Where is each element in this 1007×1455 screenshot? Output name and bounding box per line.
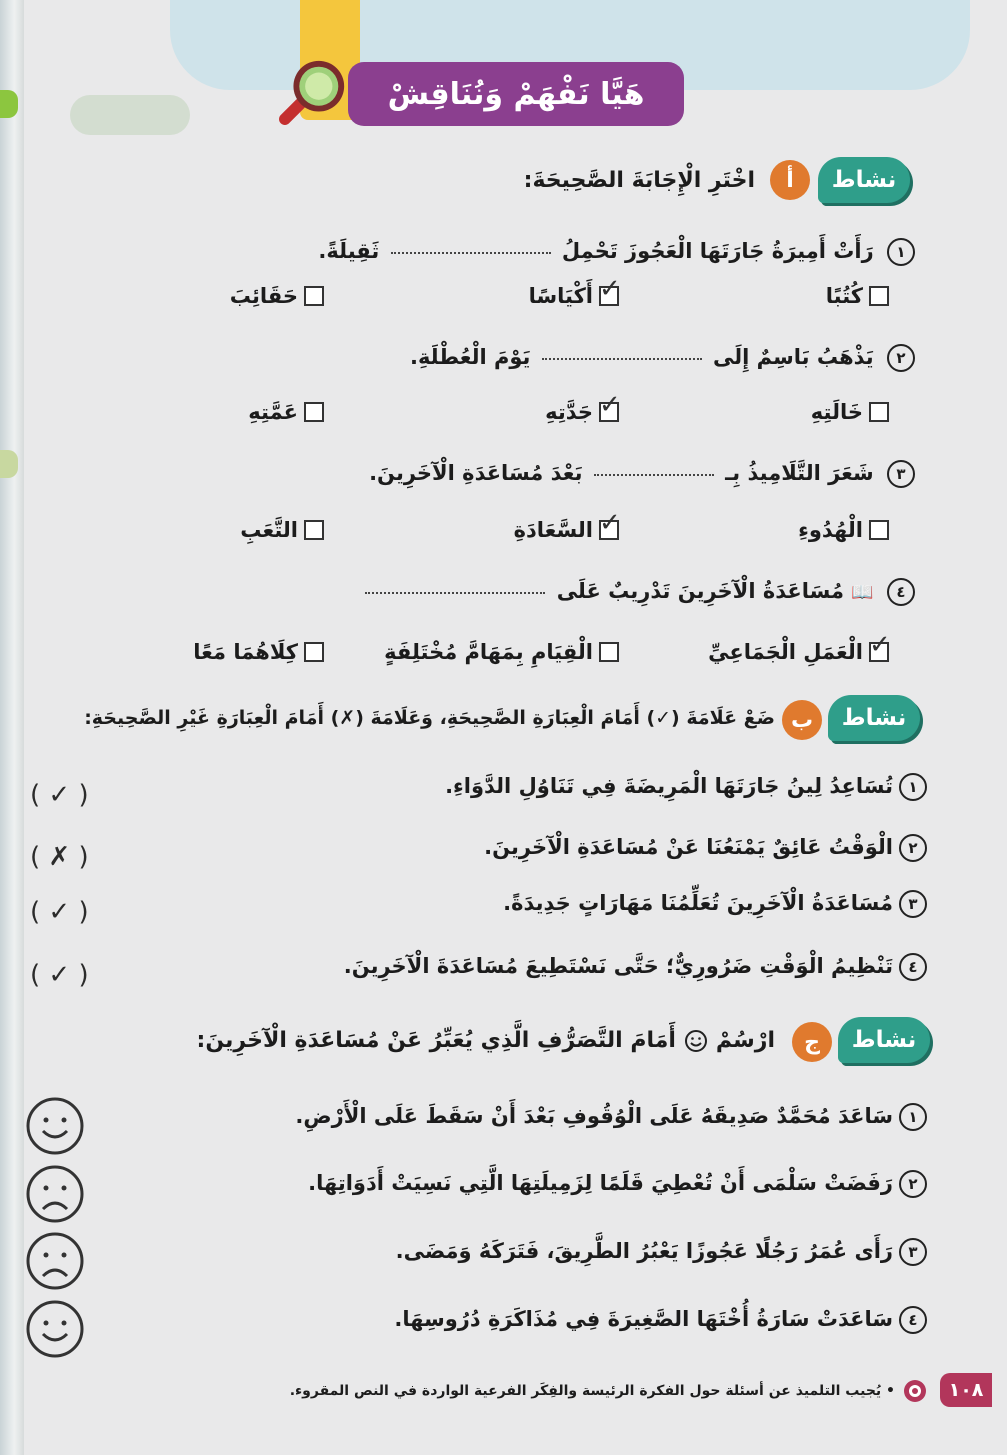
option-q4-1[interactable]: ✓ الْعَمَلِ الْجَمَاعِيِّ (708, 630, 891, 664)
question-text: يَذْهَبُ بَاسِمٌ إِلَى (713, 345, 874, 369)
checkbox[interactable] (869, 286, 889, 306)
answer-mark[interactable]: ( ✗ ) (30, 842, 89, 872)
question-3 (295, 460, 915, 488)
statement-b-1 (407, 773, 927, 801)
activity-c-letter: ج (792, 1022, 832, 1062)
question-text-end: يَوْمَ الْعُطْلَةِ. (409, 345, 531, 369)
statement-text: رَأَى عُمَرُ رَجُلًا عَجُوزًا يَعْبُرُ الطَّرِيقَ، فَتَرَكَهُ وَمَضَى. (395, 1239, 893, 1263)
statement-c-4 (287, 1306, 927, 1334)
statement-c-3 (287, 1238, 927, 1266)
statement-text: الْوَقْتُ عَائِقٌ يَمْنَعُنَا عَنْ مُسَاعَدَةِ الْآخَرِينَ. (484, 835, 893, 859)
option-q2-1[interactable]: خَالَتِهِ (811, 400, 889, 424)
checkbox[interactable] (304, 642, 324, 662)
statement-text: رَفَضَتْ سَلْمَى أَنْ تُعْطِيَ قَلَمًا لِزَمِيلَتِهَا الَّتِي نَسِيَتْ أَدَوَاتِهَا. (308, 1171, 893, 1195)
statement-text: تُسَاعِدُ لِينُ جَارَتَهَا الْمَرِيضَةَ فِي تَنَاوُلِ الدَّوَاءِ. (445, 774, 893, 798)
sad-face-icon[interactable] (24, 1163, 86, 1225)
happy-face-icon[interactable] (24, 1298, 86, 1360)
statement-number: ٣ (899, 890, 927, 918)
option-q3-3[interactable]: التَّعَبِ (240, 518, 324, 542)
question-text-end: ثَقِيلَةً. (318, 239, 380, 263)
question-number: ١ (887, 238, 915, 266)
activity-a-badge: نشاط (818, 157, 910, 203)
page-title: هَيَّا نَفْهَمْ وَنُنَاقِشْ (348, 62, 684, 126)
question-2 (295, 344, 915, 372)
question-number: ٣ (887, 460, 915, 488)
happy-face-icon[interactable] (24, 1095, 86, 1157)
activity-c-badge: نشاط (838, 1017, 930, 1063)
option-q3-2[interactable]: ✓ السَّعَادَةِ (513, 508, 621, 542)
checkbox[interactable] (869, 520, 889, 540)
answer-blank[interactable] (594, 473, 714, 476)
instruction-text: أَمَامَ التَّصَرُّفِ الَّذِي يُعَبِّرُ عَنْ مُسَاعَدَةِ الْآخَرِينَ: (196, 1028, 676, 1053)
question-1 (295, 238, 915, 266)
activity-b-instruction: ضَعْ عَلَامَةَ (✓) أَمَامَ الْعِبَارَةِ الصَّحِيحَةِ، وَعَلَامَةَ (✗) أَمَامَ الْعِبَارَةِ غَيْرِ الصَّحِيحَةِ: (84, 707, 775, 729)
activity-a-letter: أ (770, 160, 810, 200)
option-q1-1[interactable]: كُتُبًا (826, 284, 889, 308)
page-number: ١٠٨ (940, 1373, 992, 1407)
checkbox[interactable] (304, 286, 324, 306)
statement-b-3 (407, 890, 927, 918)
question-text: مُسَاعَدَةُ الْآخَرِينَ تَدْرِيبٌ عَلَى (556, 579, 844, 603)
show-through-decoration (70, 95, 190, 135)
edge-tab (0, 90, 18, 118)
answer-mark[interactable]: ( ✓ ) (30, 960, 89, 990)
option-q2-3[interactable]: عَمَّتِهِ (248, 400, 324, 424)
question-4 (295, 578, 915, 606)
checkbox[interactable] (304, 520, 324, 540)
answer-blank[interactable] (365, 591, 545, 594)
statement-c-2 (287, 1170, 927, 1198)
statement-b-2 (407, 834, 927, 862)
option-q3-1[interactable]: الْهُدُوءِ (798, 518, 889, 542)
statement-number: ٤ (899, 1306, 927, 1334)
option-q1-3[interactable]: حَقَائِبَ (230, 284, 324, 308)
neighbour-page-edge (0, 0, 24, 1455)
question-number: ٢ (887, 344, 915, 372)
answer-blank[interactable] (542, 357, 702, 360)
question-number: ٤ (887, 578, 915, 606)
learning-objective: • يُجيب التلميذ عن أسئلة حول الفكرة الرئيسة والفِكَر الفرعية الواردة في النص المقروء. (289, 1383, 895, 1399)
statement-number: ٤ (899, 953, 927, 981)
edge-tab (0, 450, 18, 478)
check-mark-icon: ✓ (869, 630, 891, 660)
checkbox-checked[interactable] (869, 630, 891, 662)
statement-text: سَاعَدَ مُحَمَّدٌ صَدِيقَهُ عَلَى الْوُقُوفِ بَعْدَ أَنْ سَقَطَ عَلَى الْأَرْضِ. (295, 1104, 893, 1128)
check-mark-icon: ✓ (599, 508, 621, 538)
instruction-text: ارْسُمْ (715, 1028, 775, 1053)
smiley-icon (684, 1029, 708, 1053)
sad-face-icon[interactable] (24, 1230, 86, 1292)
option-q2-2[interactable]: ✓ جَدَّتِهِ (545, 390, 621, 424)
check-mark-icon: ✓ (599, 390, 621, 420)
statement-number: ١ (899, 1103, 927, 1131)
activity-b-badge: نشاط (828, 695, 920, 741)
statement-c-1 (287, 1103, 927, 1131)
book-icon: 📖 (851, 582, 874, 603)
target-icon (902, 1378, 928, 1404)
checkbox-checked[interactable] (599, 390, 621, 422)
statement-text: تَنْظِيمُ الْوَقْتِ ضَرُورِيٌّ؛ حَتَّى نَسْتَطِيعَ مُسَاعَدَةَ الْآخَرِينَ. (343, 954, 893, 978)
statement-number: ٢ (899, 1170, 927, 1198)
statement-number: ٣ (899, 1238, 927, 1266)
checkbox-checked[interactable] (599, 508, 621, 540)
question-text-end: بَعْدَ مُسَاعَدَةِ الْآخَرِينَ. (369, 461, 583, 485)
statement-number: ١ (899, 773, 927, 801)
activity-c-instruction (175, 1028, 775, 1053)
option-q4-2[interactable]: الْقِيَامِ بِمَهَامَّ مُخْتَلِفَةٍ (384, 640, 619, 664)
statement-text: مُسَاعَدَةُ الْآخَرِينَ تُعَلِّمُنَا مَهَارَاتٍ جَدِيدَةً. (503, 891, 893, 915)
statement-number: ٢ (899, 834, 927, 862)
option-q4-3[interactable]: كِلَاهُمَا مَعًا (193, 640, 324, 664)
check-mark-icon: ✓ (599, 274, 621, 304)
option-q1-2[interactable]: ✓ أَكْيَاسًا (528, 274, 621, 308)
question-text: شَعَرَ التَّلَامِيذُ بِـ (725, 461, 874, 485)
answer-mark[interactable]: ( ✓ ) (30, 897, 89, 927)
answer-mark[interactable]: ( ✓ ) (30, 780, 89, 810)
question-text: رَأَتْ أَمِيرَةُ جَارَتَهَا الْعَجُوزَ تَحْمِلُ (561, 239, 874, 263)
activity-b-letter: ب (782, 700, 822, 740)
activity-a-instruction: اخْتَرِ الْإِجَابَةَ الصَّحِيحَةَ: (523, 168, 755, 193)
statement-b-4 (307, 953, 927, 981)
magnifier-icon (272, 55, 350, 133)
answer-blank[interactable] (391, 251, 551, 254)
checkbox[interactable] (304, 402, 324, 422)
checkbox[interactable] (869, 402, 889, 422)
checkbox[interactable] (599, 642, 619, 662)
checkbox-checked[interactable] (599, 274, 621, 306)
statement-text: سَاعَدَتْ سَارَةُ أُخْتَهَا الصَّغِيرَةَ فِي مُذَاكَرَةِ دُرُوسِهَا. (394, 1307, 893, 1331)
